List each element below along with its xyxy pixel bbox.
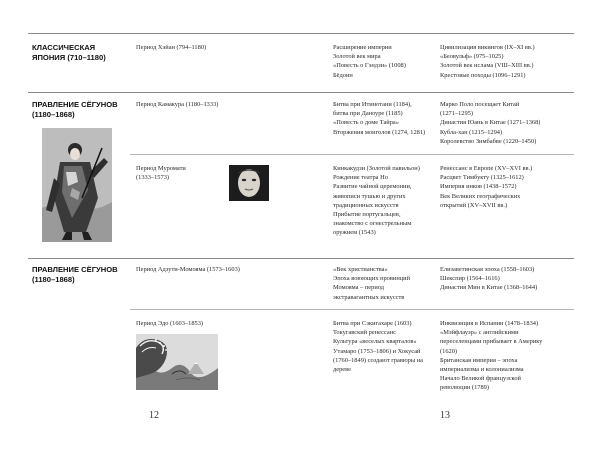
divider-top xyxy=(28,33,574,34)
world-edo: Инквизиция в Испании (1478–1834) «Мэйфлауэр» с английскими переселенцами прибывает в Америку (1620) Британская империя – эпоха империализма и колониализма Начало Великой французской революции (1789) xyxy=(440,320,543,392)
samurai-print-image xyxy=(42,128,112,242)
page-number-left: 12 xyxy=(149,410,159,421)
events-kamakura: Битва при Итинотани (1184), битва при Даноуре (1185) «Повесть о доме Тайра» Вторжения монголов (1274, 1281) xyxy=(333,101,426,136)
period-kamakura: Период Камакура (1180–1333) xyxy=(136,101,219,108)
events-edo: Битва при Сэкигахаре (1603) Токугавский ренессанс Культура «веселых кварталов» Утамаро (1753–1806) и Хокусай (1760–1849) создают гравюры на дереве xyxy=(333,320,424,374)
period-azuchi-momoyama: Период Адзути-Момояма (1573–1603) xyxy=(136,266,240,273)
world-muromachi: Ренессанс в Европе (XV–XVI вв.) Расцвет Тимбукту (1325–1612) Империя инков (1438–1572) Век Великих географических открытий (XV–XVII вв.) xyxy=(440,165,533,209)
divider-sub-1 xyxy=(130,154,574,155)
events-heian: Расширение империи Золотой век мира «Повесть о Гэндзи» (1008) Бёдоин xyxy=(333,44,406,79)
divider-1 xyxy=(28,92,574,93)
events-muromachi: Кинкакудзи (Золотой павильон) Рождение театра Но Развитие чайной церемонии, живописи тушью и других традиционных искусств Прибытие португальцев, знакомство с огнестрельным оружием (1543) xyxy=(333,165,420,237)
world-heian: Цивилизация викингов (IX–XI вв.) «Беовульф» (975–1025) Золотой век ислама (VIII–XIII вв.) Крестовые походы (1096–1291) xyxy=(440,44,535,79)
section-heading-shogunate-1: ПРАВЛЕНИЕ СЁГУНОВ (1180–1868) xyxy=(32,100,118,119)
noh-mask-image xyxy=(229,165,269,201)
events-azuchi-momoyama: «Век христианства» Эпоха воюющих провинций Момояма – период экстравагантных искусств xyxy=(333,266,410,301)
divider-2 xyxy=(28,258,574,259)
world-kamakura: Марко Поло посещает Китай (1271–1295) Династия Юань в Китае (1271–1368) Кубла-хан (1215–1294) Королевство Зимбабве (1220–1450) xyxy=(440,101,541,145)
section-heading-shogunate-2: ПРАВЛЕНИЕ СЁГУНОВ (1180–1868) xyxy=(32,265,118,284)
divider-sub-2 xyxy=(130,309,574,310)
section-heading-classical: КЛАССИЧЕСКАЯ ЯПОНИЯ (710–1180) xyxy=(32,43,106,62)
world-azuchi-momoyama: Елизаветинская эпоха (1558–1603) Шекспир (1564–1616) Династия Мин в Китае (1368–1644) xyxy=(440,266,538,292)
period-heian: Период Хэйан (794–1180) xyxy=(136,44,207,51)
period-muromachi: Период Муромати (1333–1573) xyxy=(136,165,186,182)
period-edo: Период Эдо (1603–1853) xyxy=(136,320,204,327)
page-number-right: 13 xyxy=(440,410,450,421)
great-wave-image xyxy=(136,334,218,390)
